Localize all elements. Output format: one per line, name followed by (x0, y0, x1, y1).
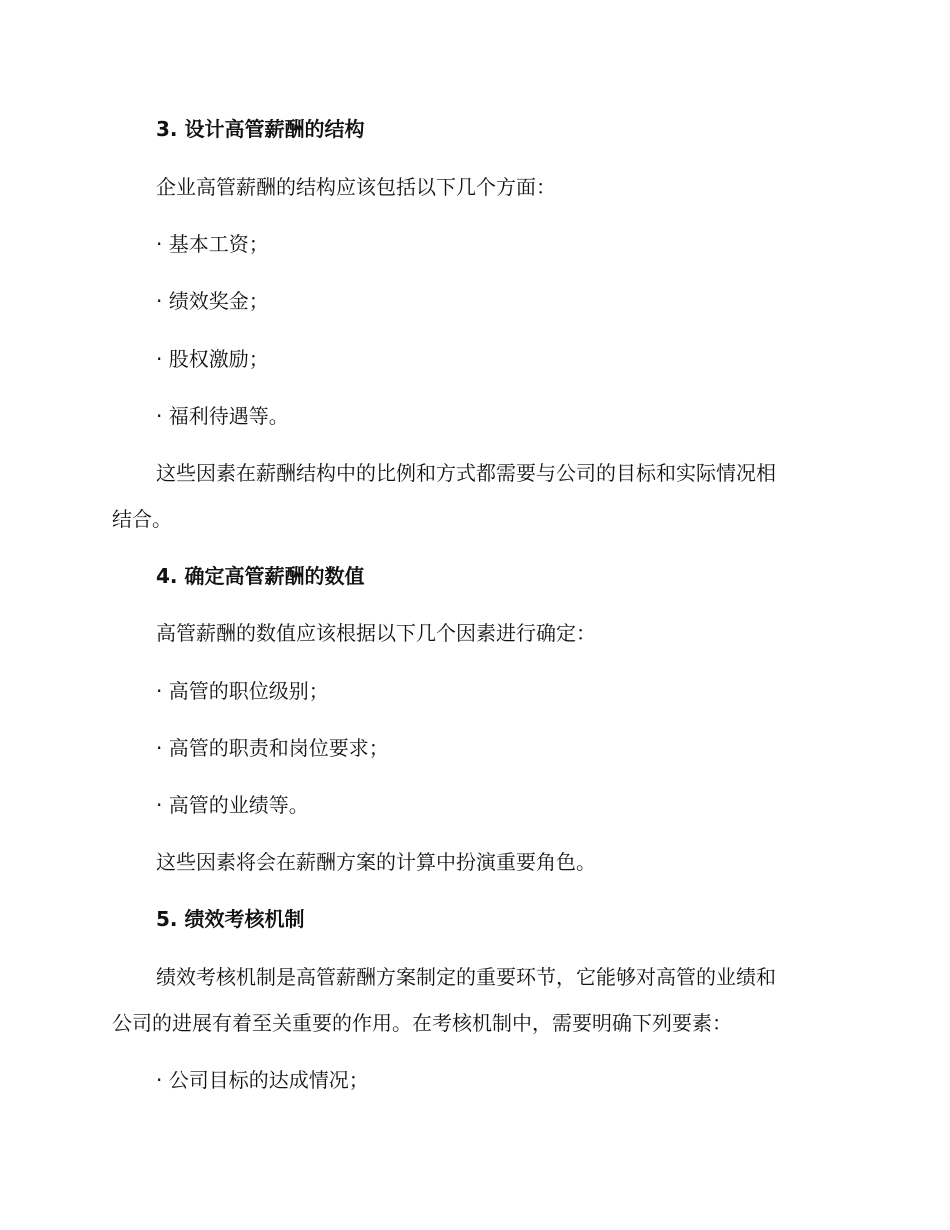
list-item: · 福利待遇等。 (156, 404, 289, 428)
section-summary-4: 这些因素将会在薪酬方案的计算中扮演重要角色。 (156, 850, 596, 874)
section-summary-3-line2: 结合。 (112, 507, 172, 531)
list-item: · 基本工资； (156, 232, 269, 256)
section-intro-5-line1: 绩效考核机制是高管薪酬方案制定的重要环节，它能够对高管的业绩和 (156, 965, 776, 989)
section-intro-5-line2: 公司的进展有着至关重要的作用。在考核机制中，需要明确下列要素： (112, 1011, 732, 1035)
list-item: · 股权激励； (156, 347, 269, 371)
list-item: · 高管的业绩等。 (156, 793, 309, 817)
section-heading-3: 3. 设计高管薪酬的结构 (156, 117, 365, 141)
section-intro-4: 高管薪酬的数值应该根据以下几个因素进行确定： (156, 621, 596, 645)
list-item: · 绩效奖金； (156, 289, 269, 313)
section-intro-3: 企业高管薪酬的结构应该包括以下几个方面： (156, 175, 556, 199)
section-heading-4: 4. 确定高管薪酬的数值 (156, 564, 365, 588)
list-item: · 高管的职责和岗位要求； (156, 736, 389, 760)
list-item: · 高管的职位级别； (156, 679, 329, 703)
section-summary-3-line1: 这些因素在薪酬结构中的比例和方式都需要与公司的目标和实际情况相 (156, 461, 776, 485)
section-heading-5: 5. 绩效考核机制 (156, 907, 305, 931)
list-item: · 公司目标的达成情况； (156, 1068, 369, 1092)
